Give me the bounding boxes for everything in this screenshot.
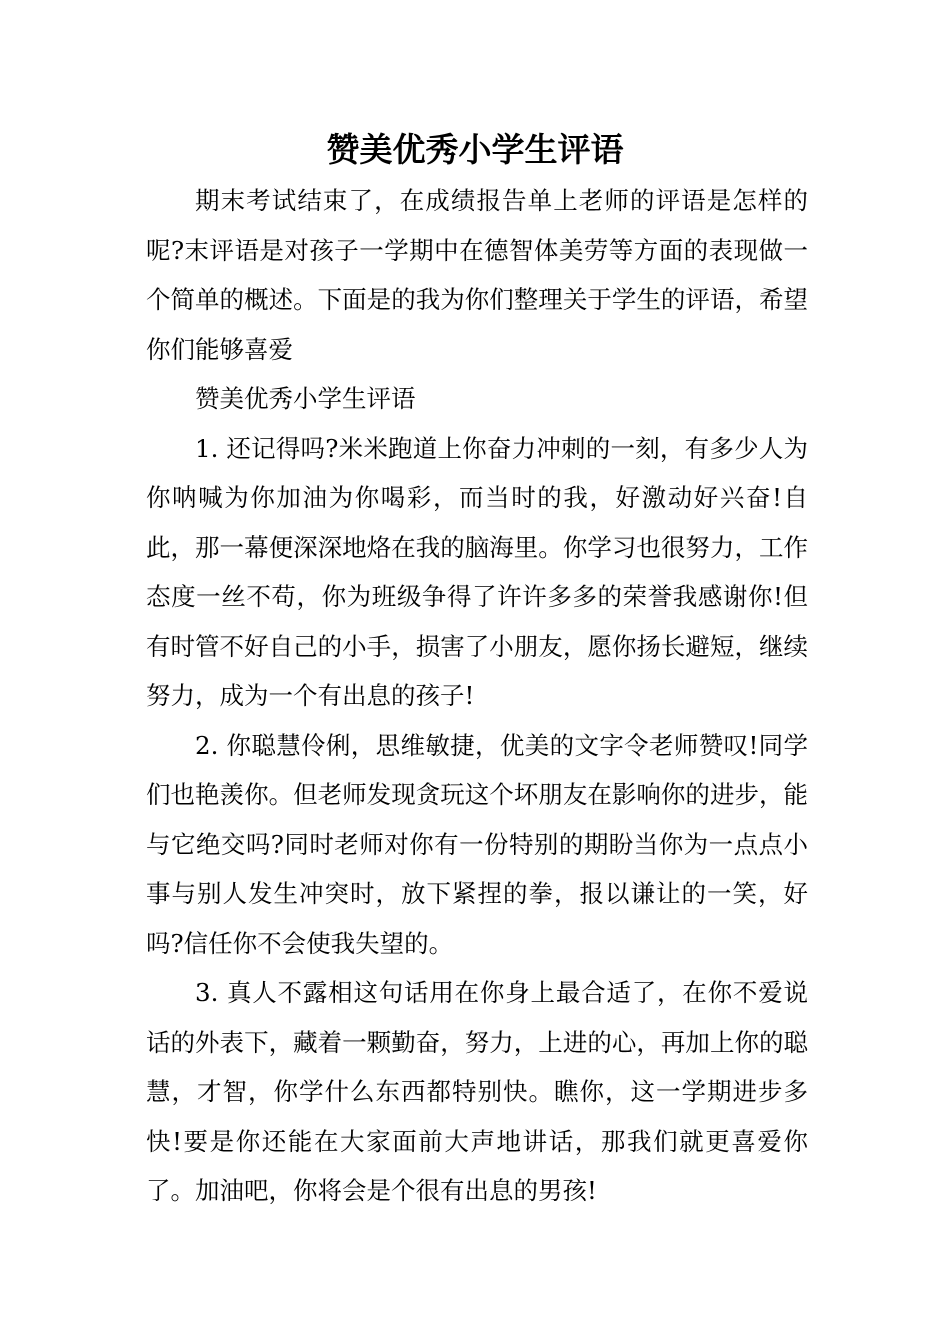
section-heading: 赞美优秀小学生评语 xyxy=(195,384,416,413)
intro-paragraph: 期末考试结束了，在成绩报告单上老师的评语是怎样的呢?末评语是对孩子一学期中在德智体美劳等方面的表现做一个简单的概述。下面是的我为你们整理关于学生的评语，希望你们能够喜爱 xyxy=(146,186,808,364)
document-title: 赞美优秀小学生评语 xyxy=(326,130,624,169)
comment-paragraph-2: 2. 你聪慧伶俐，思维敏捷，优美的文字令老师赞叹!同学们也艳羡你。但老师发现贪玩这个坏朋友在影响你的进步，能与它绝交吗?同时老师对你有一份特别的期盼当你为一点点小事与别人发生冲突时，放下紧捏的拳，报以谦让的一笑，好吗?信任你不会使我失望的。 xyxy=(146,730,808,958)
comment-paragraph-1: 1. 还记得吗?米米跑道上你奋力冲刺的一刻，有多少人为你呐喊为你加油为你喝彩，而当时的我，好激动好兴奋!自此，那一幕便深深地烙在我的脑海里。你学习也很努力，工作态度一丝不苟，你为班级争得了许许多多的荣誉我感谢你!但有时管不好自己的小手，损害了小朋友，愿你扬长避短，继续努力，成为一个有出息的孩子! xyxy=(146,433,808,710)
comment-paragraph-3: 3. 真人不露相这句话用在你身上最合适了，在你不爱说话的外表下，藏着一颗勤奋，努力，上进的心，再加上你的聪慧，才智，你学什么东西都特别快。瞧你，这一学期进步多快!要是你还能在大家面前大声地讲话，那我们就更喜爱你了。加油吧，你将会是个很有出息的男孩! xyxy=(146,978,808,1205)
document-body xyxy=(146,176,808,1216)
